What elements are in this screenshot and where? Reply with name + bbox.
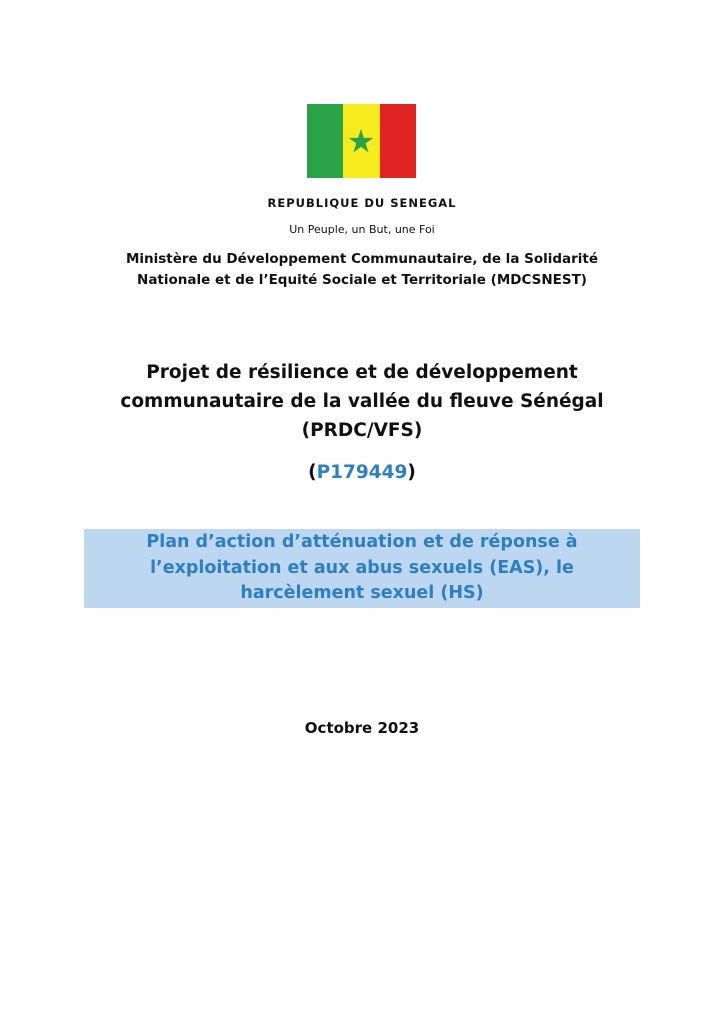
project-title-line-1: Projet de résilience et de développement	[146, 362, 578, 383]
ministry-name	[60, 249, 664, 291]
green-star-icon	[348, 128, 374, 154]
flag-yellow-band	[343, 104, 379, 178]
project-acronym: (PRDC/VFS)	[301, 420, 423, 441]
project-title-line-2: communautaire de la vallée du fleuve Sénégal	[120, 391, 604, 412]
ministry-line-1: Ministère du Développement Communautaire, de la Solidarité	[125, 251, 599, 267]
ministry-line-2: Nationale et de l’Equité Sociale et Territoriale (MDCSNEST)	[137, 272, 587, 288]
project-title	[60, 358, 664, 445]
project-code	[0, 462, 724, 483]
flag-green-band	[307, 104, 343, 178]
project-code-id: P179449	[316, 462, 408, 483]
plan-title	[84, 530, 640, 607]
senegal-flag-icon	[307, 104, 416, 178]
document-date: Octobre 2023	[304, 719, 420, 737]
national-motto: Un Peuple, un But, une Foi	[289, 223, 435, 236]
republic-heading: REPUBLIQUE DU SENEGAL	[267, 196, 457, 210]
plan-title-line-1: Plan d’action d’atténuation et de réponse à	[146, 532, 578, 552]
project-code-open-paren: (	[308, 462, 317, 483]
flag-red-band	[380, 104, 416, 178]
plan-title-line-3: harcèlement sexuel (HS)	[240, 583, 484, 603]
project-code-close-paren: )	[407, 462, 416, 483]
plan-title-line-2: l’exploitation et aux abus sexuels (EAS), le	[150, 557, 574, 578]
